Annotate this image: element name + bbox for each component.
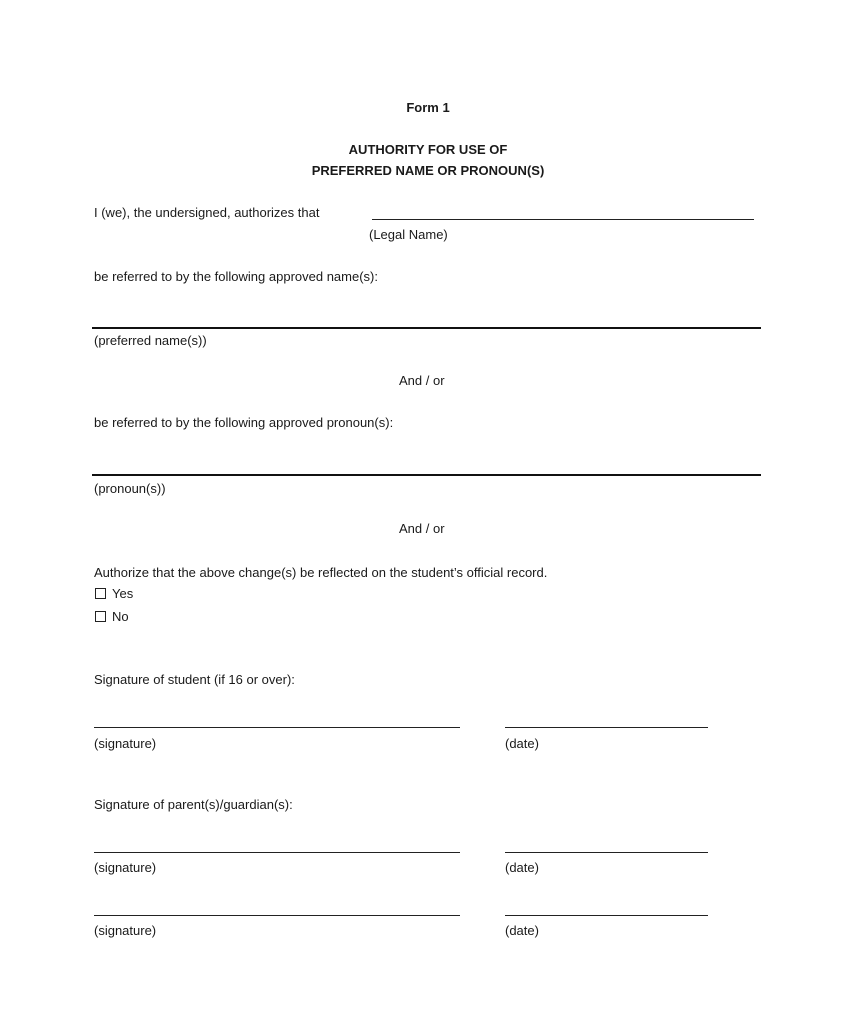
guardian-date-field-1[interactable] bbox=[505, 852, 708, 853]
student-signature-caption: (signature) bbox=[94, 736, 157, 751]
legal-name-caption: (Legal Name) bbox=[369, 227, 448, 242]
guardian-date-field-2[interactable] bbox=[505, 915, 708, 916]
official-record-prompt: Authorize that the above change(s) be reflected on the student’s official record. bbox=[94, 565, 548, 580]
guardian-signature-field-2[interactable] bbox=[94, 915, 460, 916]
guardian-date-caption-1: (date) bbox=[505, 860, 539, 875]
form-title-line-1: AUTHORITY FOR USE OF bbox=[348, 142, 508, 157]
student-date-field[interactable] bbox=[505, 727, 708, 728]
form-number: Form 1 bbox=[406, 100, 450, 115]
legal-name-field[interactable] bbox=[372, 219, 754, 220]
form-title-line-2: PREFERRED NAME OR PRONOUN(S) bbox=[311, 163, 545, 178]
guardian-signature-heading: Signature of parent(s)/guardian(s): bbox=[94, 797, 293, 812]
student-date-caption: (date) bbox=[505, 736, 539, 751]
preferred-name-prompt: be referred to by the following approved name(s): bbox=[94, 269, 378, 284]
no-checkbox[interactable] bbox=[95, 611, 106, 622]
guardian-signature-caption-1: (signature) bbox=[94, 860, 157, 875]
guardian-date-caption-2: (date) bbox=[505, 923, 539, 938]
pronoun-prompt: be referred to by the following approved pronoun(s): bbox=[94, 415, 394, 430]
student-signature-heading: Signature of student (if 16 or over): bbox=[94, 672, 295, 687]
preferred-name-field[interactable] bbox=[92, 327, 761, 329]
connector-and-or-1: And / or bbox=[399, 373, 445, 388]
yes-checkbox[interactable] bbox=[95, 588, 106, 599]
student-signature-field[interactable] bbox=[94, 727, 460, 728]
no-option-label: No bbox=[112, 609, 129, 624]
preferred-name-caption: (preferred name(s)) bbox=[94, 333, 207, 348]
pronoun-caption: (pronoun(s)) bbox=[94, 481, 166, 496]
pronoun-field[interactable] bbox=[92, 474, 761, 476]
guardian-signature-field-1[interactable] bbox=[94, 852, 460, 853]
connector-and-or-2: And / or bbox=[399, 521, 445, 536]
authorization-statement: I (we), the undersigned, authorizes that bbox=[94, 205, 320, 220]
yes-option-label: Yes bbox=[112, 586, 134, 601]
guardian-signature-caption-2: (signature) bbox=[94, 923, 157, 938]
